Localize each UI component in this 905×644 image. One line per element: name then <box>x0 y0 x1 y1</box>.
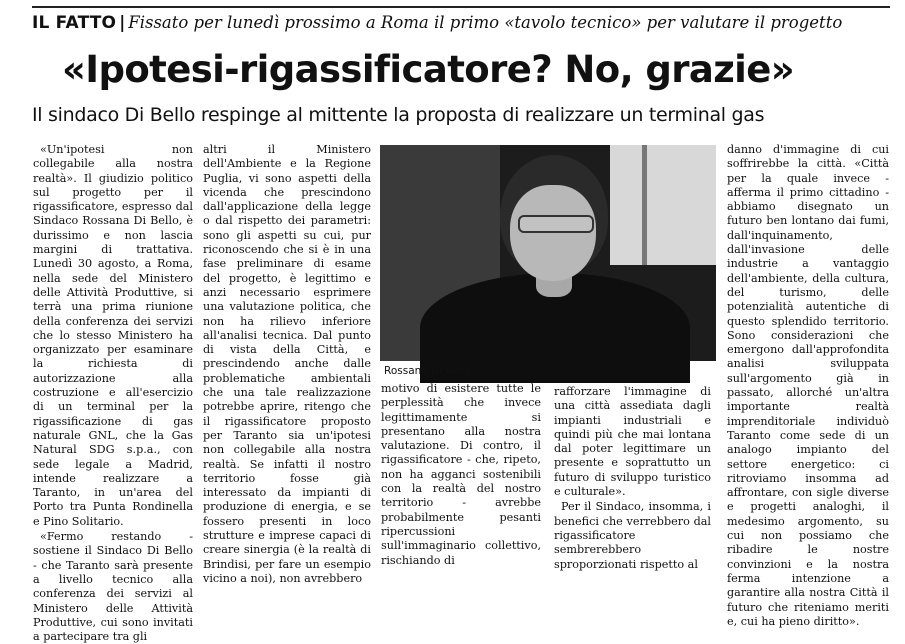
section-label: IL FATTO <box>32 13 117 33</box>
article-column-5 <box>727 143 889 628</box>
article-column-1 <box>33 143 193 644</box>
paragraph: Per il Sindaco, insomma, i benefici che verrebbero dal rigassificatore sembrerebbero sproporzionati rispetto al <box>554 500 711 571</box>
photo-glasses <box>518 215 594 233</box>
paragraph: «Fermo restando - sostiene il Sindaco Di Bello - che Taranto sarà presente a livello tecnico alla conferenza dei servizi al Ministero delle Attività Produttive, cui sono invitati a partecipare tra gli <box>33 530 193 644</box>
top-rule <box>32 6 890 8</box>
article-column-4 <box>554 385 711 571</box>
paragraph: altri il Ministero dell'Ambiente e la Regione Puglia, vi sono aspetti della vicenda che prescindono dall'applicazione della legge o dal rispetto dei parametri: sono gli aspetti su cui, pur riconoscendo che si è in una fase preliminare di esame del progetto, è legittimo e anzi necessario esprimere una valutazione politica, che non ha rilievo inferiore all'analisi tecnica. Dal punto di vista della Città, e prescindendo anche dalle problematiche ambientali che una tale realizzazione potrebbe aprire, ritengo che il rigassificatore proposto per Taranto sia un'ipotesi non collegabile alla nostra realtà. Se infatti il nostro territorio fosse già interessato da impianti di produzione di energia, e se fossero presenti in loco strutture e imprese capaci di creare sinergia (è la realtà di Brindisi, per fare un esempio vicino a noi), non avrebbero <box>203 143 371 585</box>
article-column-3 <box>381 382 541 567</box>
subheadline: Il sindaco Di Bello respinge al mittente la proposta di realizzare un terminal gas <box>32 104 765 126</box>
photo-window <box>610 145 716 265</box>
paragraph: «Un'ipotesi non collegabile alla nostra realtà». Il giudizio politico sul progetto per il rigassificatore, espresso dal Sindaco Rossana Di Bello, è durissimo e non lascia margini di trattativa. Lunedì 30 agosto, a Roma, nella sede del Ministero delle Attività Produttive, si terrà una prima riunione della conferenza dei servizi che lo stesso Ministero ha organizzato per esaminare la richiesta di autorizzazione alla costruzione e all'esercizio di un terminal per la rigassificazione di gas naturale GNL, che la Gas Natural SDG s.p.a., con sede legale a Madrid, intende realizzare a Taranto, in un'area del Porto tra Punta Rondinella e Pino Solitario. <box>33 143 193 528</box>
photo-face <box>510 185 596 281</box>
portrait-photo <box>380 145 716 361</box>
paragraph: rafforzare l'immagine di una città assediata dagli impianti industriali e quindi più che mai lontana dal poter legittimare un presente e soprattutto un futuro di sviluppo turistico e culturale». <box>554 385 711 499</box>
kicker-line <box>32 12 892 34</box>
paragraph: danno d'immagine di cui soffrirebbe la città. «Città per la quale invece - afferma il primo cittadino - abbiamo disegnato un futuro ben lontano dai fumi, dall'inquinamento, dall'invasione delle industrie a vantaggio dell'ambiente, della cultura, del turismo, delle potenzialità autentiche di questo splendido territorio. Sono considerazioni che emergono dall'approfondita analisi sviluppata sull'argomento già in passato, allorché un'altra importante realtà imprenditoriale individuò Taranto come sede di un analogo impianto del settore energetico: ci ritroviamo insomma ad affrontare, con sigle diverse e progetti analoghi, il medesimo argomento, su cui non possiamo che ribadire le nostre convinzioni e la nostra ferma intenzione a garantire alla nostra Città il futuro che riteniamo meriti e, cui ha pieno diritto». <box>727 143 889 628</box>
photo-window-frame <box>642 145 647 265</box>
kicker-separator: | <box>119 13 126 32</box>
kicker-text: Fissato per lunedì prossimo a Roma il primo «tavolo tecnico» per valutare il progetto <box>128 13 843 32</box>
photo-caption: Rossana Di Bello <box>384 365 472 377</box>
headline: «Ipotesi-rigassificatore? No, grazie» <box>62 48 795 91</box>
paragraph: motivo di esistere tutte le perplessità che invece legittimamente si presentano alla nostra valutazione. Di contro, il rigassificatore - che, ripeto, non ha agganci sostenibili con la realtà del nostro territorio - avrebbe probabilmente pesanti ripercussioni sull'immaginario collettivo, rischiando di <box>381 382 541 567</box>
article-column-2 <box>203 143 371 585</box>
